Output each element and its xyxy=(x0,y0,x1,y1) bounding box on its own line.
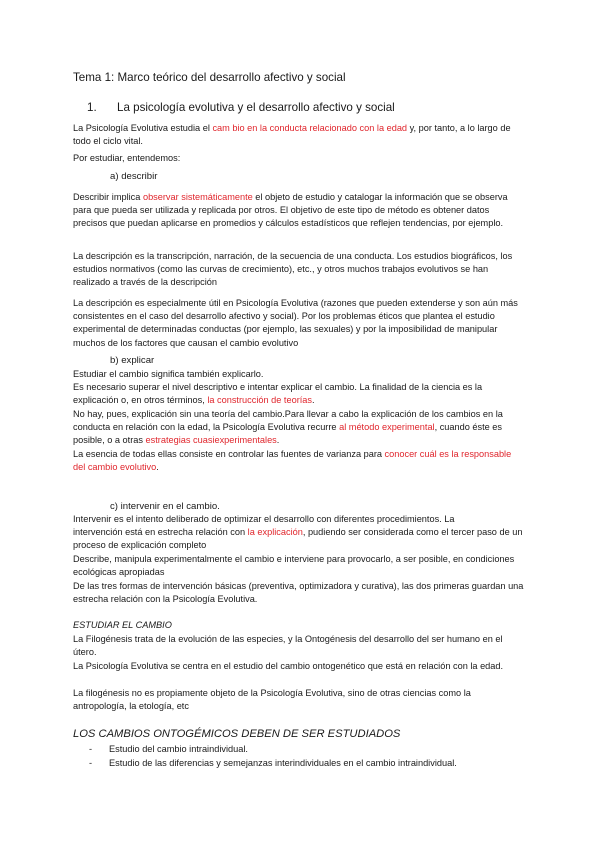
paragraph-explicar-2 xyxy=(73,381,525,407)
highlight-text: observar sistemáticamente xyxy=(142,192,253,202)
text-span: No hay, pues, explicación sin una teoría del cambio.Para llevar a cabo la explicación de los cambios en la conducta en relación con la edad, la Psicología Evolutiva recurre xyxy=(73,409,503,433)
highlight-text: cam bio en la conducta relacionado con la edad xyxy=(212,123,408,133)
list-item xyxy=(73,756,525,770)
text-span: y, por tanto, a lo largo de todo el ciclo vital. xyxy=(73,123,511,147)
highlight-text: la construcción de teorías xyxy=(207,395,313,406)
text-span: La esencia de todas ellas consiste en controlar las fuentes de varianza para xyxy=(73,449,385,459)
dash-bullet: - xyxy=(89,744,93,754)
highlight-text: la explicación xyxy=(247,527,303,537)
heading-cambios-ontogemicos: LOS CAMBIOS ONTOGÉMICOS DEBEN DE SER ESTUDIADOS xyxy=(73,728,401,740)
paragraph-intervenir-3: Describe, manipula experimentalmente el cambio e interviene para provocarlo, a ser posible, en condiciones ecológicas apropiadas xyxy=(73,554,515,578)
section-heading-text: La psicología evolutiva y el desarrollo afectivo y social xyxy=(117,101,395,114)
paragraph-descripcion-2: La descripción es especialmente útil en Psicología Evolutiva (razones que pueden extenderse y son aún más consistentes en el caso del desarrollo afectivo y social). Por los problemas éticos que plantea el estudio experimental de determinadas conductas (por ejemplo, las sexuales) y por la imposibilidad de manipular muchos de los factores que causan el cambio evolutivo xyxy=(73,298,518,348)
section-heading xyxy=(87,101,527,115)
heading-estudiar-el-cambio: ESTUDIAR EL CAMBIO xyxy=(73,620,172,630)
dash-bullet: - xyxy=(89,758,93,768)
paragraph-filogenesis: La Filogénesis trata de la evolución de las especies, y la Ontogénesis del desarrollo del ser humano en el útero. xyxy=(73,634,503,658)
paragraph-por-estudiar: Por estudiar, entendemos: xyxy=(73,153,181,163)
text-span: Describir implica xyxy=(73,192,143,202)
subheading-intervenir: c) intervenir en el cambio. xyxy=(110,501,220,512)
paragraph-intro xyxy=(73,122,525,148)
highlight-text: estrategias cuasiexperimentales xyxy=(145,435,277,446)
paragraph-filogenesis-2: La filogénesis no es propiamente objeto de la Psicología Evolutiva, sino de otras ciencias como la antropología, la etología, etc xyxy=(73,688,471,712)
subheading-explicar: b) explicar xyxy=(110,355,155,366)
subheading-describir: a) describir xyxy=(110,171,158,182)
bullet-list xyxy=(73,742,525,770)
document-title: Tema 1: Marco teórico del desarrollo afectivo y social xyxy=(73,71,346,84)
paragraph-intervenir-1: Intervenir es el intento deliberado de optimizar el desarrollo con diferentes procedimientos. La xyxy=(73,514,455,524)
text-span: intervención está en estrecha relación con xyxy=(73,527,248,537)
paragraph-intervenir-2 xyxy=(73,526,525,552)
list-item xyxy=(73,742,525,756)
section-number: 1. xyxy=(87,101,97,114)
text-span: el objeto de estudio y catalogar la información que se observa para que pueda ser utilizada y replicada por otros. El objetivo de este tipo de método es obtener datos precisos que puedan aplicarse en promedios y cálculos estadísticos que reflejen tendencias, por ejemplo. xyxy=(73,192,508,229)
text-span: La Psicología Evolutiva estudia el xyxy=(73,123,213,133)
text-span: . xyxy=(156,462,159,473)
text-span: , cuando éste es posible, o a otras xyxy=(73,422,503,446)
list-item-text: Estudio del cambio intraindividual. xyxy=(109,744,248,754)
highlight-text: al método experimental xyxy=(339,422,435,433)
paragraph-ontogenetico: La Psicología Evolutiva se centra en el estudio del cambio ontogenético que está en relación con la edad. xyxy=(73,661,504,671)
text-span: , pudiendo ser considerada como el tercer paso de un proceso de explicación completo xyxy=(73,527,523,551)
text-span: Es necesario superar el nivel descriptivo e intentar explicar el cambio. La finalidad de la ciencia es la explicación o, en otros términos, xyxy=(73,382,483,406)
text-span: . xyxy=(312,395,315,406)
paragraph-explicar-4 xyxy=(73,448,525,474)
list-item-text: Estudio de las diferencias y semejanzas interindividuales en el cambio intraindividual. xyxy=(109,758,457,768)
paragraph-intervenir-4: De las tres formas de intervención básicas (preventiva, optimizadora y curativa), las dos primeras guardan una estrecha relación con la Psicología Evolutiva. xyxy=(73,581,524,605)
paragraph-describir xyxy=(73,191,525,231)
text-span: . xyxy=(276,435,280,446)
paragraph-descripcion-1: La descripción es la transcripción, narración, de la secuencia de una conducta. Los estudios biográficos, los estudios normativos (como las curvas de crecimiento), etc., y otros muchos trabajos evolutivos se han realizado a través de la descripción xyxy=(73,251,513,288)
highlight-text: conocer cuál es la responsable del cambio evolutivo xyxy=(73,449,512,473)
paragraph-explicar-3 xyxy=(73,408,525,448)
paragraph-explicar-1: Estudiar el cambio significa también explicarlo. xyxy=(73,369,264,379)
